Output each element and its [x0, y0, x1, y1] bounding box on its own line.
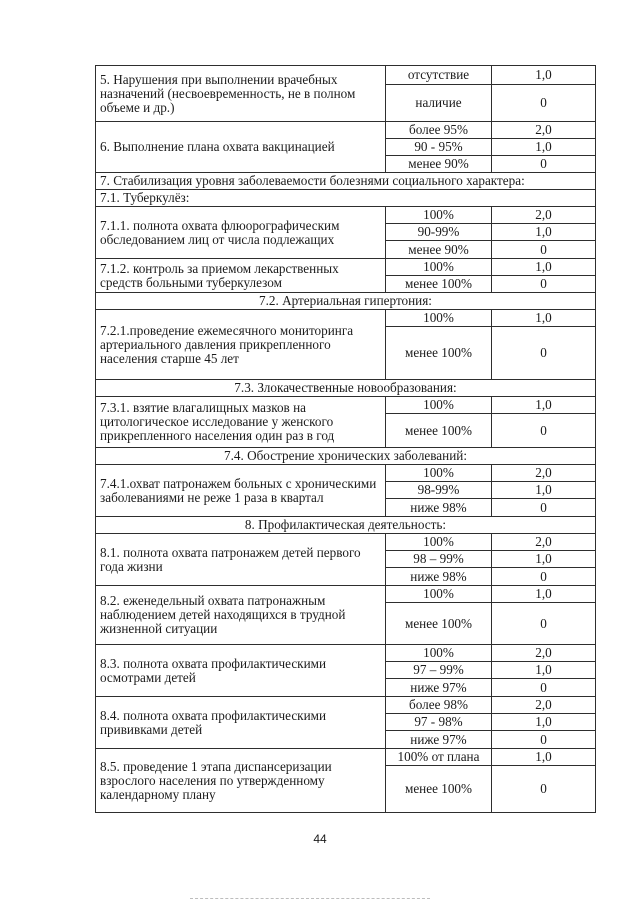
section-header-row	[96, 173, 596, 190]
score-cell: 2,0	[492, 122, 596, 139]
score-cell: 0	[492, 85, 596, 122]
criteria-row	[96, 697, 596, 714]
criteria-table-wrapper	[95, 65, 595, 813]
score-cell: 0	[492, 731, 596, 749]
score-cell: 0	[492, 327, 596, 380]
section-header-row	[96, 448, 596, 465]
criterion-cell: более 98%	[386, 697, 492, 714]
criteria-table-body	[96, 66, 596, 813]
score-cell: 0	[492, 414, 596, 448]
criterion-cell: ниже 97%	[386, 679, 492, 697]
criterion-cell: наличие	[386, 85, 492, 122]
score-cell: 1,0	[492, 259, 596, 276]
score-cell: 0	[492, 603, 596, 645]
score-cell: 2,0	[492, 465, 596, 482]
indicator-description: 7.1.2. контроль за приемом лекарственных средств больными туберкулезом	[96, 259, 386, 293]
criterion-cell: 97 - 98%	[386, 714, 492, 731]
criterion-cell: 100%	[386, 310, 492, 327]
criteria-table	[95, 65, 596, 813]
criteria-row	[96, 465, 596, 482]
indicator-description: 7.4.1.охват патронажем больных с хроническими заболеваниями не реже 1 раза в квартал	[96, 465, 386, 517]
criterion-cell: 100%	[386, 534, 492, 551]
score-cell: 0	[492, 568, 596, 586]
score-cell: 1,0	[492, 66, 596, 85]
indicator-description: 8.5. проведение 1 этапа диспансеризации взрослого населения по утвержденному календарному плану	[96, 749, 386, 813]
criteria-row	[96, 749, 596, 766]
criterion-cell: 90-99%	[386, 224, 492, 241]
criterion-cell: 100%	[386, 207, 492, 224]
indicator-description: 5. Нарушения при выполнении врачебных назначений (несвоевременность, не в полном объеме и др.)	[96, 66, 386, 122]
criterion-cell: 100%	[386, 397, 492, 414]
score-cell: 0	[492, 766, 596, 813]
criteria-row	[96, 534, 596, 551]
score-cell: 1,0	[492, 551, 596, 568]
score-cell: 1,0	[492, 714, 596, 731]
score-cell: 2,0	[492, 645, 596, 662]
section-header: 7.2. Артериальная гипертония:	[96, 293, 596, 310]
section-header-row	[96, 293, 596, 310]
criteria-row	[96, 310, 596, 327]
section-header-row	[96, 380, 596, 397]
score-cell: 0	[492, 156, 596, 173]
score-cell: 1,0	[492, 749, 596, 766]
section-header: 7.4. Обострение хронических заболеваний:	[96, 448, 596, 465]
criterion-cell: менее 100%	[386, 276, 492, 293]
criteria-row	[96, 122, 596, 139]
page-number: 44	[313, 832, 327, 846]
criteria-row	[96, 259, 596, 276]
criterion-cell: менее 100%	[386, 766, 492, 813]
criterion-cell: 98 – 99%	[386, 551, 492, 568]
score-cell: 0	[492, 241, 596, 259]
indicator-description: 6. Выполнение плана охвата вакцинацией	[96, 122, 386, 173]
criteria-row	[96, 207, 596, 224]
indicator-description: 8.1. полнота охвата патронажем детей первого года жизни	[96, 534, 386, 586]
criterion-cell: ниже 98%	[386, 499, 492, 517]
criterion-cell: 100%	[386, 586, 492, 603]
criterion-cell: 98-99%	[386, 482, 492, 499]
score-cell: 1,0	[492, 310, 596, 327]
criteria-row	[96, 645, 596, 662]
indicator-description: 7.1.1. полнота охвата флюорографическим обследованием лиц от числа подлежащих	[96, 207, 386, 259]
section-header-row	[96, 190, 596, 207]
score-cell: 0	[492, 679, 596, 697]
indicator-description: 7.2.1.проведение ежемесячного мониторинга артериального давления прикрепленного населения старше 45 лет	[96, 310, 386, 380]
bottom-rule	[190, 898, 430, 899]
criterion-cell: 90 - 95%	[386, 139, 492, 156]
criterion-cell: 100%	[386, 259, 492, 276]
criteria-row	[96, 586, 596, 603]
score-cell: 1,0	[492, 662, 596, 679]
section-header-row	[96, 517, 596, 534]
indicator-description: 7.3.1. взятие влагалищных мазков на цитологическое исследование у женского прикрепленного населения один раз в год	[96, 397, 386, 448]
criterion-cell: менее 100%	[386, 327, 492, 380]
criterion-cell: более 95%	[386, 122, 492, 139]
criterion-cell: отсутствие	[386, 66, 492, 85]
criterion-cell: менее 100%	[386, 414, 492, 448]
indicator-description: 8.3. полнота охвата профилактическими осмотрами детей	[96, 645, 386, 697]
criterion-cell: менее 90%	[386, 241, 492, 259]
criteria-row	[96, 66, 596, 85]
criterion-cell: 97 – 99%	[386, 662, 492, 679]
section-header: 7.1. Туберкулёз:	[96, 190, 596, 207]
section-header: 8. Профилактическая деятельность:	[96, 517, 596, 534]
score-cell: 1,0	[492, 586, 596, 603]
score-cell: 0	[492, 499, 596, 517]
section-header: 7.3. Злокачественные новообразования:	[96, 380, 596, 397]
score-cell: 2,0	[492, 697, 596, 714]
indicator-description: 8.4. полнота охвата профилактическими прививками детей	[96, 697, 386, 749]
criterion-cell: ниже 98%	[386, 568, 492, 586]
criterion-cell: менее 100%	[386, 603, 492, 645]
criterion-cell: менее 90%	[386, 156, 492, 173]
score-cell: 1,0	[492, 139, 596, 156]
criterion-cell: 100%	[386, 645, 492, 662]
criteria-row	[96, 397, 596, 414]
criterion-cell: 100% от плана	[386, 749, 492, 766]
criterion-cell: 100%	[386, 465, 492, 482]
criterion-cell: ниже 97%	[386, 731, 492, 749]
score-cell: 2,0	[492, 207, 596, 224]
score-cell: 2,0	[492, 534, 596, 551]
score-cell: 1,0	[492, 224, 596, 241]
score-cell: 1,0	[492, 397, 596, 414]
indicator-description: 8.2. еженедельный охвата патронажным наблюдением детей находящихся в трудной жизненной ситуации	[96, 586, 386, 645]
section-header: 7. Стабилизация уровня заболеваемости болезнями социального характера:	[96, 173, 596, 190]
score-cell: 1,0	[492, 482, 596, 499]
score-cell: 0	[492, 276, 596, 293]
